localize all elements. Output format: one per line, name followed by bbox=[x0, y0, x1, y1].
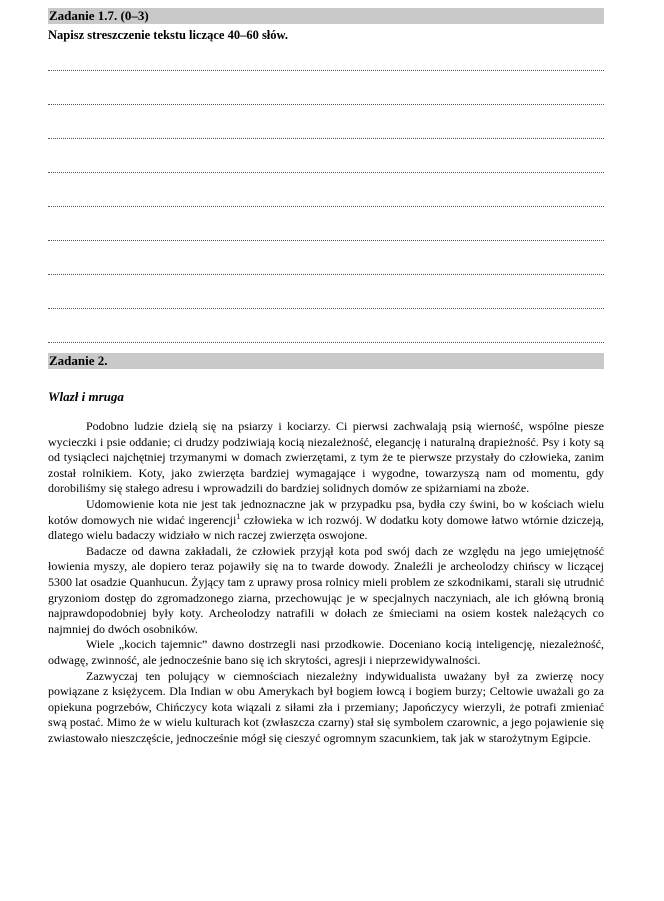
answer-line[interactable] bbox=[48, 315, 604, 349]
paragraph: Podobno ludzie dzielą się na psiarzy i kociarzy. Ci pierwsi zachwalają psią wierność, wspólne piesze wycieczki i psie oddanie; ci drudzy podziwiają kocią niezależność, elegancję i naturalną drapieżność. Psy i koty są od tysiącleci najchętniej trzymanymi w domach zwierzętami, z tym że te pierwsze przystały do człowieka, zanim został rolnikiem. Koty, jako zwierzęta bardziej wymagające i wygodne, towarzyszą nam od momentu, gdy dorobiliśmy się stałego adresu i wprowadzili do bardziej solidnych domów ze spiżarniami na zboże. bbox=[48, 419, 604, 496]
paragraph: Zazwyczaj ten polujący w ciemnościach niezależny indywidualista uważany był za zwierzę nocy powiązane z księżycem. Dla Indian w obu Amerykach był bogiem łowcą i bogiem burzy; Celtowie uważali go za opiekuna pogrzebów, Chińczycy kota wiązali z siłami zła i przemiany; Japończycy wierzyli, że potrafi zmieniać swą postać. Mimo że w wielu kulturach kot (zwłaszcza czarny) stał się symbolem czarownic, a jego pojawienie się zwiastowało nieszczęście, jednocześnie mógł się cieszyć ogromnym szacunkiem, tak jak w starożytnym Egipcie. bbox=[48, 668, 604, 745]
paragraph: Wiele „kocich tajemnic” dawno dostrzegli nasi przodkowie. Doceniano kocią inteligencję, niezależność, odwagę, zwinność, ale jednocześnie bano się ich skrytości, agresji i nieprzewidywalności. bbox=[48, 637, 604, 667]
answer-line[interactable] bbox=[48, 247, 604, 281]
answer-line[interactable] bbox=[48, 111, 604, 145]
task-2-section bbox=[48, 353, 604, 746]
paragraph bbox=[48, 497, 604, 544]
task-1-header: Zadanie 1.7. (0–3) bbox=[48, 8, 604, 24]
task-2-header: Zadanie 2. bbox=[48, 353, 604, 369]
answer-line[interactable] bbox=[48, 145, 604, 179]
task-1-instruction: Napisz streszczenie tekstu liczące 40–60 słów. bbox=[48, 28, 288, 42]
paragraph: Badacze od dawna zakładali, że człowiek przyjął kota pod swój dach ze względu na jego umiejętność łowienia myszy, ale dopiero teraz pojawiły się na to twarde dowody. Znaleźli je archeolodzy chińscy w liczącej 5300 lat osadzie Quanhucun. Żyjący tam z uprawy prosa rolnicy mieli problem ze szkodnikami, starali się utrudnić gryzoniom dostęp do zgromadzonego ziarna, przechowując je w specjalnych naczyniach, ale ich główną bronią najprawdopodobniej były koty. Archeolodzy natrafili w dołach ze śmieciami na osiem kostek należących co najmniej do dwóch osobników. bbox=[48, 543, 604, 636]
article-body bbox=[48, 419, 604, 746]
answer-line[interactable] bbox=[48, 43, 604, 77]
answer-line[interactable] bbox=[48, 77, 604, 111]
answer-lines[interactable] bbox=[48, 43, 604, 349]
answer-line[interactable] bbox=[48, 179, 604, 213]
task-1-section bbox=[48, 8, 604, 349]
answer-line[interactable] bbox=[48, 213, 604, 247]
footnote-marker: 1 bbox=[236, 511, 241, 521]
paragraph-text: człowieka w ich rozwój. W dodatku koty domowe łatwo wtórnie dziczeją, dlatego wielu badaczy widziało w nich raczej zwierzęta oswojone. bbox=[48, 512, 604, 543]
text-title: Wlazł i mruga bbox=[48, 389, 124, 404]
answer-line[interactable] bbox=[48, 281, 604, 315]
paragraph-text: Udomowienie kota nie jest tak jednoznaczne jak w przypadku psa, bydła czy świni, bo w kościach wielu kotów domowych nie widać ingerencji bbox=[48, 496, 604, 527]
